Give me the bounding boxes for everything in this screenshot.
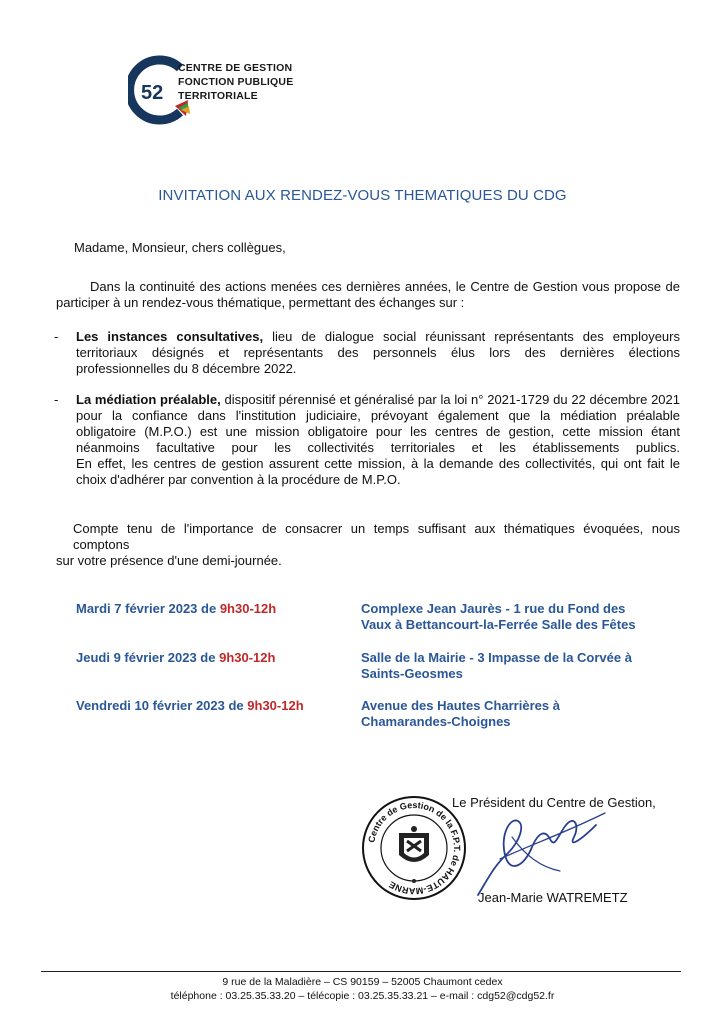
closing-line-2: sur votre présence d'une demi-journée. (56, 553, 282, 568)
bullet-line: Les instances consultatives, lieu de dialogue social réunissant représentants des employeurs (76, 329, 680, 344)
bullet-dash: - (54, 329, 59, 344)
bullet-mediation-prealable (76, 392, 680, 488)
bullet-line: La médiation préalable, dispositif pérennisé et généralisé par la loi n° 2021-1729 du 22 décembre 2021 (76, 392, 680, 407)
bullet-instances-consultatives (76, 329, 680, 377)
footer-contact: téléphone : 03.25.35.33.20 – télécopie : 03.25.35.33.21 – e-mail : cdg52@cdg52.fr (170, 990, 555, 1002)
schedule-place-1: Complexe Jean Jaurès - 1 rue du Fond des Vaux à Bettancourt-la-Ferrée Salle des Fêtes (361, 601, 636, 632)
bullet-bold-lead: Les instances consultatives, (76, 329, 264, 344)
signature-role: Le Président du Centre de Gestion, (452, 795, 656, 810)
logo-line-2: FONCTION PUBLIQUE (178, 76, 294, 88)
greeting: Madame, Monsieur, chers collègues, (74, 240, 286, 255)
bullet-line: territoriaux désignés et représentants des personnels élus lors des dernières élections (76, 345, 680, 360)
stamp-text: Centre de Gestion de la F.P.T. de HAUTE-MARNE (366, 799, 463, 897)
bullet-line: néanmoins facultative pour les collectivités territoriales et les établissements publics. (76, 440, 680, 455)
schedule-time: 9h30-12h (219, 601, 277, 616)
logo-number: 52 (141, 82, 164, 104)
schedule-date-3: Vendredi 10 février 2023 de 9h30-12h (76, 698, 304, 713)
intro-line-1: Dans la continuité des actions menées ces dernières années, le Centre de Gestion vous propose de (90, 279, 680, 294)
intro-line-2: participer à un rendez-vous thématique, permettant des échanges sur : (56, 295, 465, 310)
bullet-bold-lead: La médiation préalable, (76, 392, 221, 407)
schedule-time: 9h30-12h (219, 650, 276, 665)
footer-divider (41, 971, 681, 972)
bullet-line: En effet, les centres de gestion assurent cette mission, à la demande des collectivités, qui ont fait le (76, 456, 680, 471)
closing-line-1: Compte tenu de l'importance de consacrer un temps suffisant aux thématiques évoquées, nous comptons (73, 521, 680, 552)
bullet-line: pour la confiance dans l'institution judiciaire, prévoyant également que la médiation préalable (76, 408, 680, 423)
schedule-place-3: Avenue des Hautes Charrières à Chamarandes-Choignes (361, 698, 560, 729)
schedule-date-1: Mardi 7 février 2023 de 9h30-12h (76, 601, 277, 616)
bullet-line: obligatoire (M.P.O.) est une mission obligatoire pour les centres de gestion, cette mission étant (76, 424, 680, 439)
logo-line-3: TERRITORIALE (178, 90, 258, 102)
cdg52-logo (128, 54, 318, 126)
schedule-place-2: Salle de la Mairie - 3 Impasse de la Corvée à Saints-Geosmes (361, 650, 632, 681)
bullet-line: choix d'adhérer par convention à la procédure de M.P.O. (76, 472, 401, 487)
schedule-time: 9h30-12h (247, 698, 304, 713)
bullet-line: professionnelles du 8 décembre 2022. (76, 361, 297, 376)
bullet-dash: - (54, 392, 59, 407)
signature-scribble-icon (470, 795, 610, 905)
schedule-date-2: Jeudi 9 février 2023 de 9h30-12h (76, 650, 276, 665)
signer-name: Jean-Marie WATREMETZ (478, 890, 628, 905)
document-title: INVITATION AUX RENDEZ-VOUS THEMATIQUES DU CDG (158, 187, 567, 204)
logo-line-1: CENTRE DE GESTION (178, 62, 293, 74)
official-stamp (359, 793, 469, 908)
intro-paragraph (56, 279, 680, 311)
closing-paragraph (56, 521, 680, 569)
footer-address: 9 rue de la Maladière – CS 90159 – 52005 Chaumont cedex (222, 976, 503, 988)
